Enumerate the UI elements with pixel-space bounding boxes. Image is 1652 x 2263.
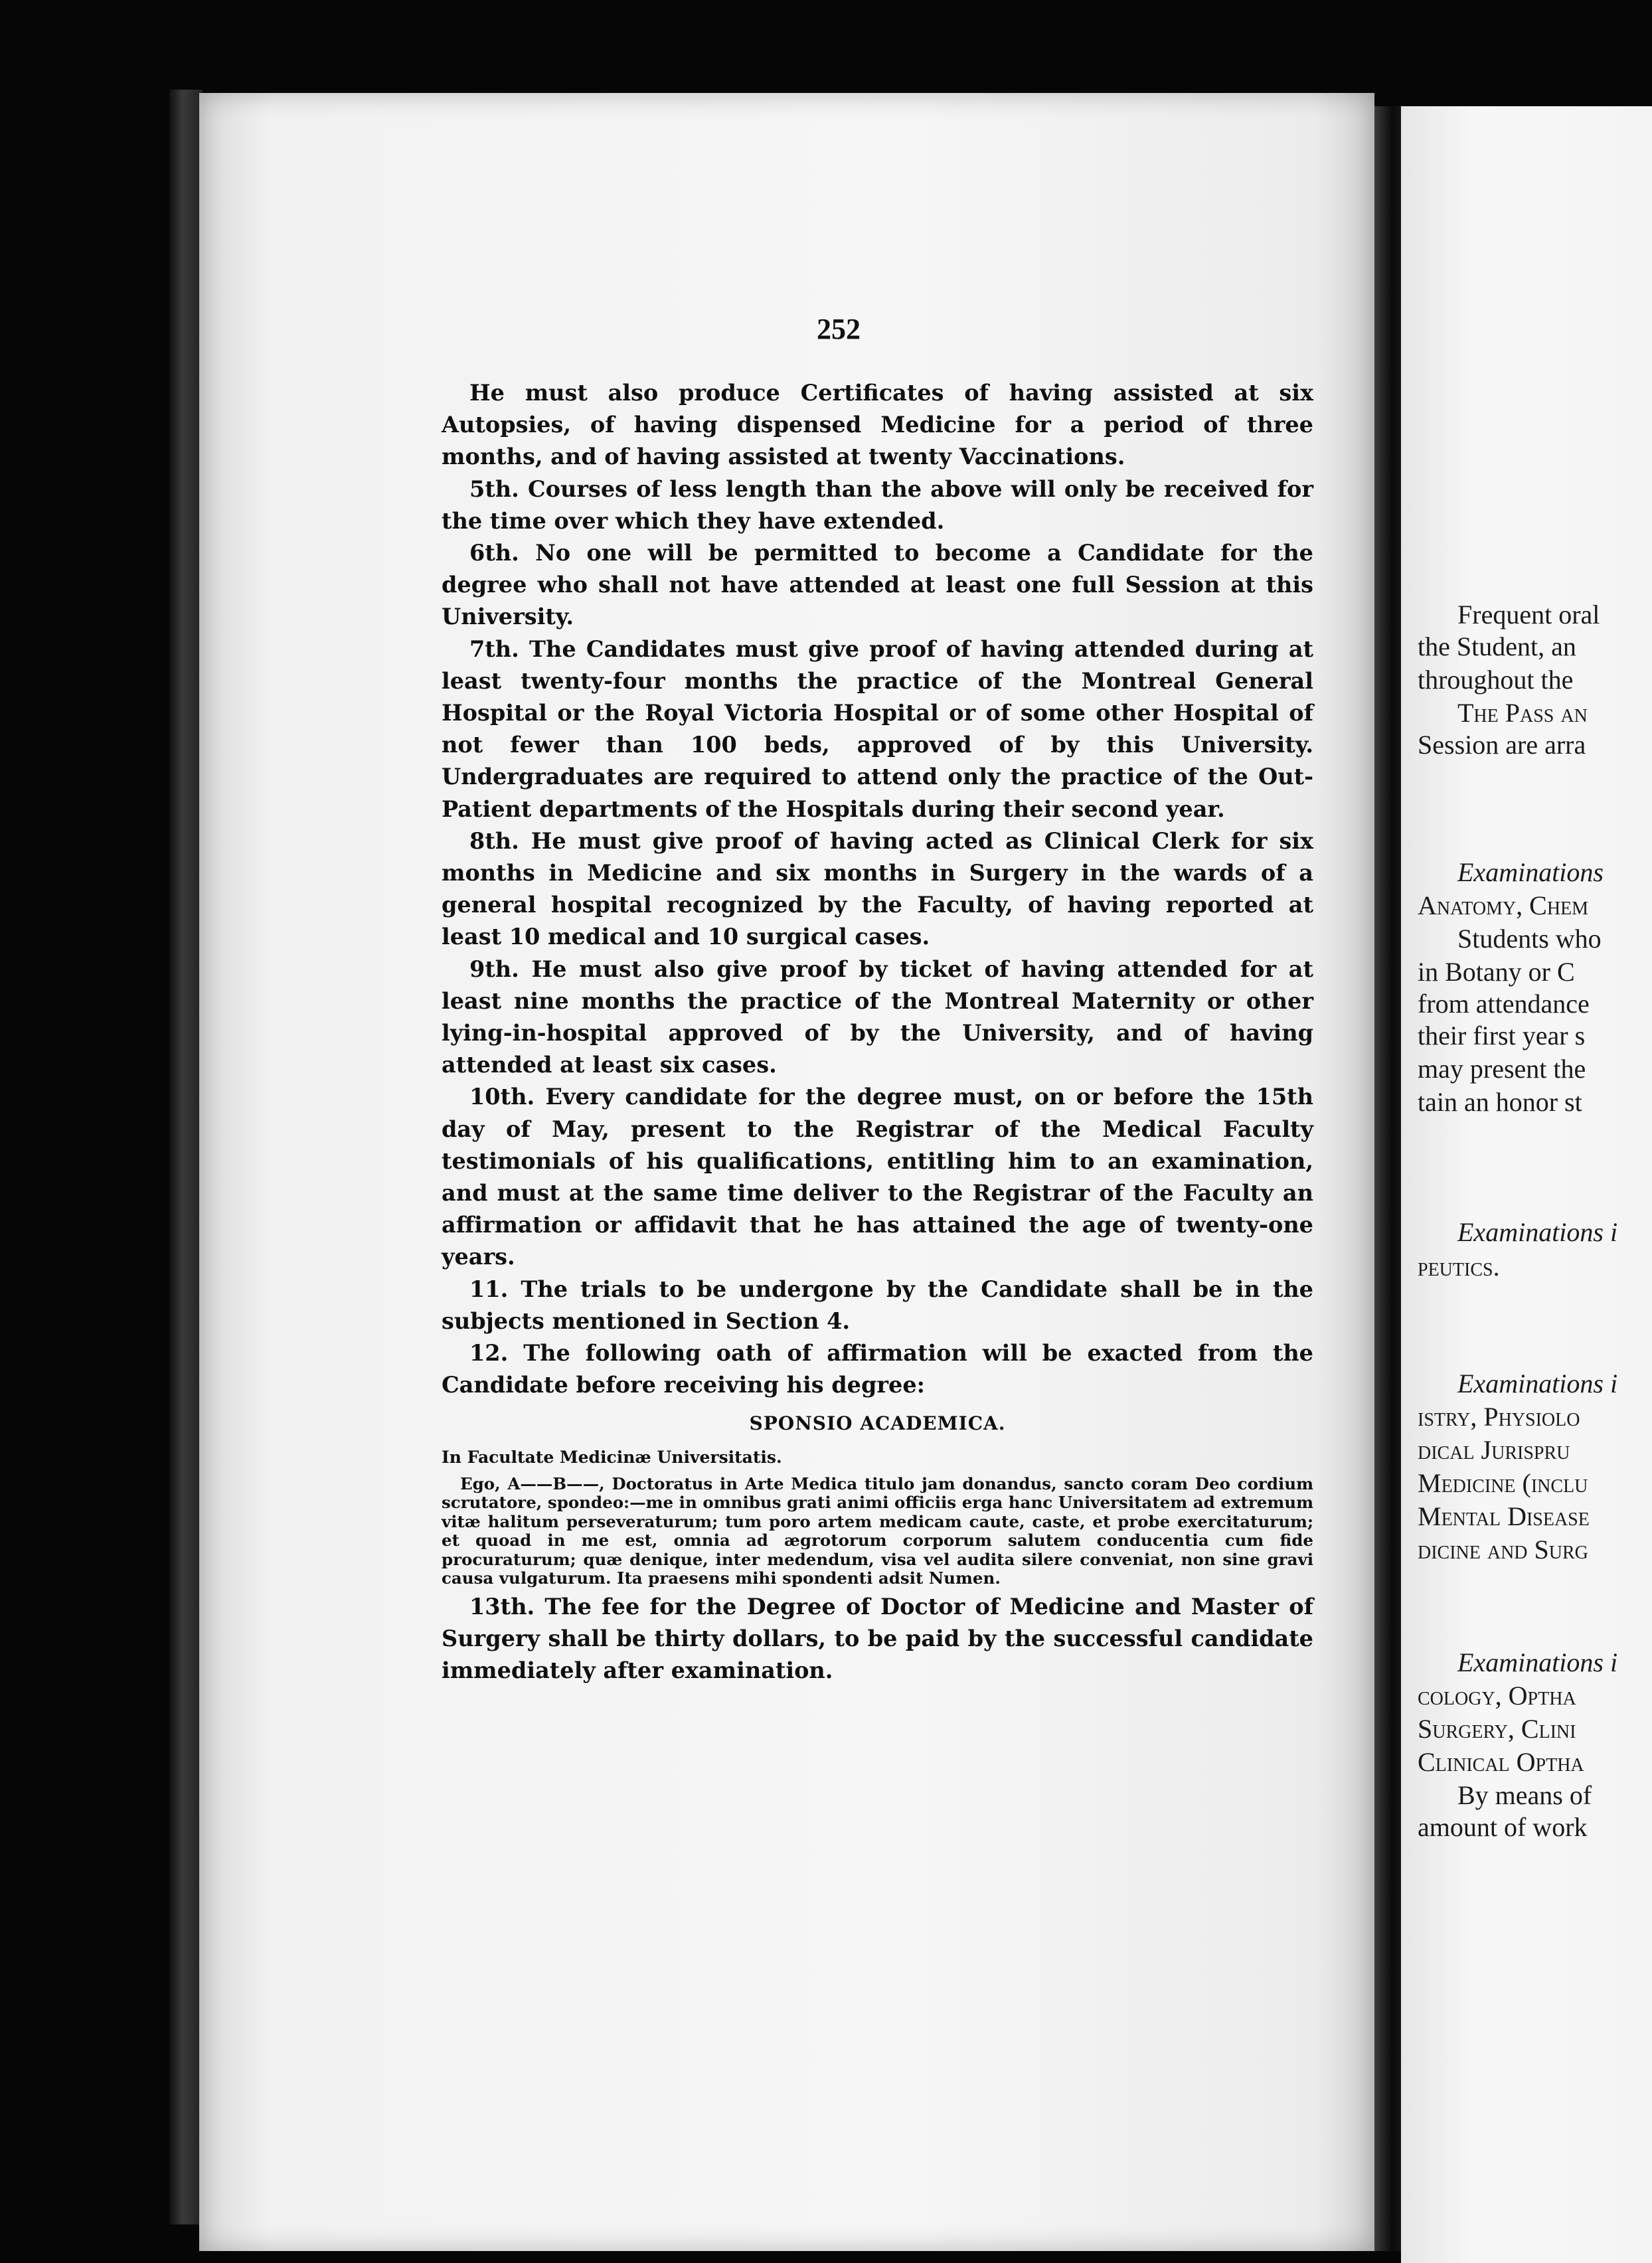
- paragraph-12: 12. The following oath of affirmation will be exacted from the Candidate before receiving his degree:: [442, 1340, 1313, 1398]
- right-line: Anatomy, Chem: [1418, 890, 1589, 920]
- right-line: Examinations: [1457, 857, 1604, 887]
- right-line: By means of: [1457, 1780, 1592, 1810]
- right-line: cology, Optha: [1418, 1681, 1576, 1711]
- right-line: may present the: [1418, 1054, 1586, 1084]
- sponsio-heading: SPONSIO ACADEMICA.: [749, 1412, 1006, 1434]
- right-line: Clinical Optha: [1418, 1747, 1584, 1777]
- right-line: in Botany or C: [1418, 957, 1575, 987]
- right-line: throughout the: [1418, 665, 1574, 695]
- right-line: dical Jurispru: [1418, 1435, 1570, 1465]
- paragraph-10th: 10th. Every candidate for the degree must, on or before the 15th day of May, present to the Registrar of the Medical Faculty testimonials of his qualifications, entitling him to an examination, and must at the same time deliver to the Registrar of the Faculty an affirmation or affidavit that he has attained the age of twenty-one years.: [442, 1084, 1313, 1270]
- paragraph-8th: 8th. He must give proof of having acted as Clinical Clerk for six months in Medicine and six months in Surgery in the wards of a general hospital recognized by the Faculty, of having reported at least 10 medical and 10 surgical cases.: [442, 827, 1313, 950]
- right-line: dicine and Surg: [1418, 1535, 1588, 1564]
- right-line: Session are arra: [1418, 730, 1586, 760]
- page-gutter: [1374, 106, 1404, 2251]
- right-line: Frequent oral: [1457, 600, 1600, 629]
- paragraph-certificates: He must also produce Certificates of having assisted at six Autopsies, of having dispensed Medicine for a period of three months, and of having assisted at twenty Vaccinations.: [442, 380, 1313, 470]
- right-line: istry, Physiolo: [1418, 1402, 1580, 1432]
- paragraph-6th: 6th. No one will be permitted to become a Candidate for the degree who shall not have attended at least one full Session at this University.: [442, 540, 1313, 630]
- right-line: Surgery, Clini: [1418, 1714, 1576, 1744]
- paragraph-11: 11. The trials to be undergone by the Candidate shall be in the subjects mentioned in Section 4.: [442, 1276, 1313, 1334]
- paragraph-9th: 9th. He must also give proof by ticket of having attended for at least nine months the practice of the Montreal Maternity or other lying-in-hospital approved of by the University, and of having attended at least six cases.: [442, 956, 1313, 1078]
- right-line: Students who: [1457, 924, 1602, 954]
- book-binding-edge: [169, 90, 203, 2224]
- right-line: The Pass an: [1457, 698, 1588, 728]
- page-number: 252: [817, 313, 861, 345]
- left-page-body: [442, 377, 1313, 1687]
- right-line: Mental Disease: [1418, 1501, 1590, 1531]
- right-line: Examinations i: [1457, 1369, 1618, 1398]
- right-line: the Student, an: [1418, 631, 1576, 661]
- right-line: their first year s: [1418, 1021, 1586, 1050]
- right-line: Medicine (inclu: [1418, 1468, 1588, 1498]
- paragraph-13th: 13th. The fee for the Degree of Doctor of Medicine and Master of Surgery shall be thirty dollars, to be paid by the successful candidate immediately after examination.: [442, 1593, 1313, 1683]
- right-line: amount of work: [1418, 1812, 1588, 1842]
- right-line: from attendance: [1418, 989, 1590, 1019]
- paragraph-7th: 7th. The Candidates must give proof of having attended during at least twenty-four months the practice of the Montreal General Hospital or the Royal Victoria Hospital or of some other Hospital of not fewer than 100 beds, approved of by this University. Undergraduates are required to attend only the practice of the Out-Patient departments of the Hospitals during their second year.: [442, 635, 1313, 822]
- right-line: tain an honor st: [1418, 1087, 1582, 1117]
- faculty-line: In Facultate Medicinæ Universitatis.: [442, 1447, 782, 1467]
- right-line: Examinations i: [1457, 1647, 1618, 1677]
- paragraph-5th: 5th. Courses of less length than the above will only be received for the time over which they have extended.: [442, 475, 1313, 534]
- right-page-text: [1418, 0, 1652, 2263]
- right-line: Examinations i: [1457, 1217, 1618, 1247]
- oath-text: Ego, A——B——, Doctoratus in Arte Medica titulo jam donandus, sancto coram Deo cordium scrutatore, spondeo:—me in omnibus grati animi officiis erga hanc Universitatem ad extremum vitæ halitum perseveraturum; tum poro artem medicam caute, caste, et probe exercitaturum; et quoad in me est, omnia ad ægrotorum corporum salutem conducentia cum fide procuraturum; quæ denique, inter medendum, visa vel audita silere conveniat, non sine gravi causa vulgaturum. Ita praesens mihi spondenti adsit Numen.: [442, 1473, 1313, 1588]
- right-line: peutics.: [1418, 1252, 1500, 1282]
